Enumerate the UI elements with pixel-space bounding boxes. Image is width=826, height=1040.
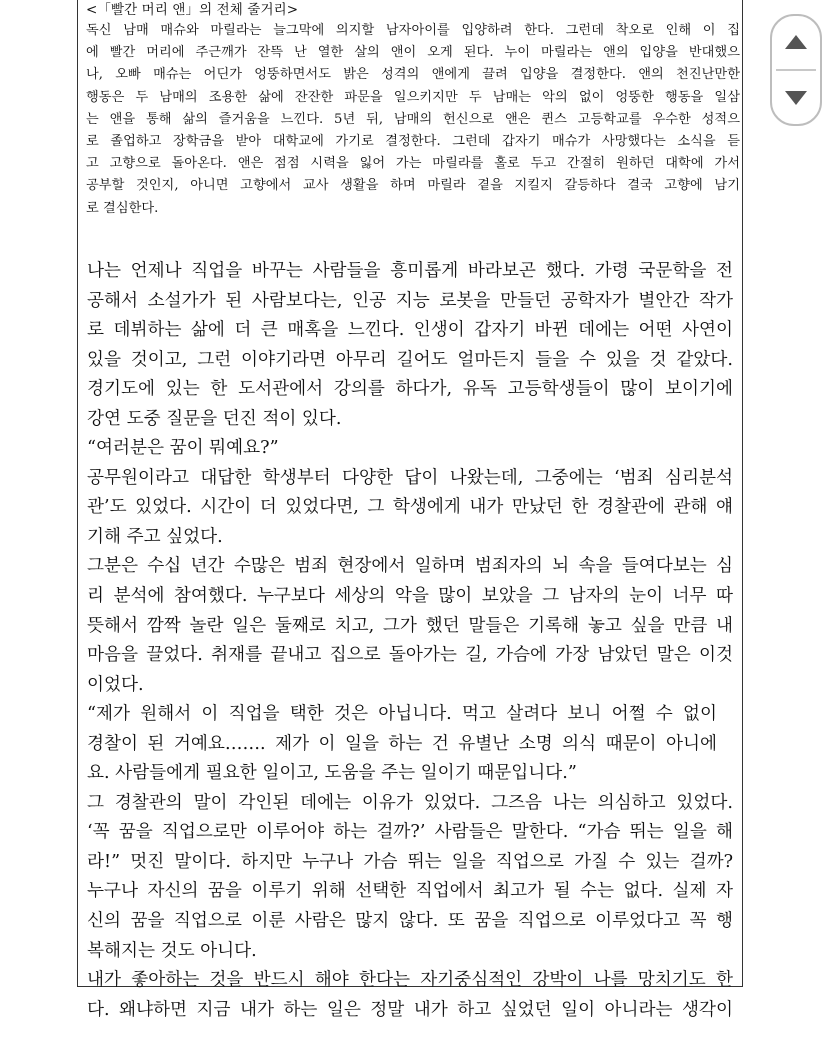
essay-line: 그분은 수십 년간 수많은 범죄 현장에서 일하며 범죄자의 뇌 속을 들여다보는 심 [87, 556, 733, 577]
summary-line: 에 빨간 머리에 주근깨가 잔뜩 난 열한 살의 앤이 오게 된다. 누이 마릴라는 앤의 입양을 반대했으 [86, 45, 740, 61]
summary-line: 로 결심한다. [86, 200, 159, 216]
essay-line: 요. 사람들에게 필요한 일이고, 도움을 주는 일이기 때문입니다.” [87, 763, 577, 784]
essay-line: ‘꼭 꿈을 직업으로만 이루어야 하는 걸까?’ 사람들은 말한다. “가슴 뛰는 일을 해 [87, 822, 733, 843]
scroll-divider [776, 69, 816, 71]
essay-line: 이었다. [87, 674, 144, 695]
summary-line: 나, 오빠 매슈는 어딘가 엉뚱하면서도 밝은 성격의 앤에게 끌려 입양을 결정한다. 앤의 천진난만한 [86, 67, 740, 83]
summary-line: 로 졸업하고 장학금을 받아 대학교에 가기로 결정한다. 그런데 갑자기 매슈가 사망했다는 소식을 듣 [86, 133, 740, 149]
essay-line: “제가 원해서 이 직업을 택한 것은 아닙니다. 먹고 살려다 보니 어쩔 수 없이 [87, 704, 717, 725]
essay-line: 경기도에 있는 한 도서관에서 강의를 하다가, 유독 고등학생들이 많이 보이기에 [87, 379, 733, 400]
essay-line: 관’도 있었다. 시간이 더 있었다면, 그 학생에게 내가 만났던 한 경찰관에 관해 얘 [87, 497, 733, 518]
triangle-up-icon [784, 34, 808, 50]
essay-line: 기해 주고 싶었다. [87, 526, 223, 547]
summary-line: 고 고향으로 돌아온다. 앤은 점점 시력을 잃어 가는 마릴라를 홀로 두고 간절히 원하던 대학에 가서 [86, 156, 740, 172]
essay-line: 라!” 멋진 말이다. 하지만 누구나 가슴 뛰는 일을 직업으로 가질 수 있는 걸까? [87, 851, 733, 872]
essay-line: 리 분석에 참여했다. 누구보다 세상의 악을 많이 보았을 그 남자의 눈이 너무 따 [87, 586, 733, 607]
essay-line: 복해지는 것도 아니다. [87, 940, 257, 961]
summary-line: 는 앤을 통해 삶의 즐거움을 느낀다. 5년 뒤, 남매의 헌신으로 앤은 퀸스 고등학교를 우수한 성적으 [86, 111, 740, 127]
scroll-down-button[interactable] [772, 74, 820, 124]
scroll-control [770, 14, 822, 126]
essay-line: 로 데뷔하는 삶에 더 큰 매혹을 느낀다. 인생이 갑자기 바뀐 데에는 어떤 사연이 [87, 320, 733, 341]
triangle-down-icon [784, 90, 808, 106]
essay-line: 뜻해서 깜짝 놀란 일은 둘째로 치고, 그가 했던 말들은 기록해 놓고 싶을 만큼 내 [87, 615, 733, 636]
essay-line: 누구나 자신의 꿈을 이루기 위해 선택한 직업에서 최고가 될 수는 없다. 실제 자 [87, 881, 733, 902]
reading-passage [77, 0, 743, 1020]
essay-line: 내가 좋아하는 것을 반드시 해야 한다는 자기중심적인 강박이 나를 망치기도 한 [87, 970, 733, 991]
essay-line: 다. 왜냐하면 지금 내가 하는 일은 정말 내가 하고 싶었던 일이 아니라는 생각이 [87, 999, 733, 1020]
summary-title: <「빨간 머리 앤」의 전체 줄거리> [86, 2, 299, 18]
essay-line: 강연 도중 질문을 던진 적이 있다. [87, 408, 342, 429]
essay-line: 경찰이 된 거예요……. 제가 이 일을 하는 건 유별난 소명 의식 때문이 아니에 [87, 733, 717, 754]
essay-line: 나는 언제나 직업을 바꾸는 사람들을 흥미롭게 바라보곤 했다. 가령 국문학을 전 [87, 261, 733, 281]
summary-line: 공부할 것인지, 아니면 고향에서 교사 생활을 하며 마릴라 곁을 지킬지 갈등하다 결국 고향에 남기 [86, 178, 740, 194]
summary-line: 독신 남매 매슈와 마릴라는 늘그막에 의지할 남자아이를 입양하려 한다. 그런데 착오로 인해 이 집 [86, 23, 740, 38]
essay-line: 그 경찰관의 말이 각인된 데에는 이유가 있었다. 그즈음 나는 의심하고 있었다. [87, 792, 733, 813]
essay-line: 마음을 끌었다. 취재를 끝내고 집으로 돌아가는 길, 가슴에 가장 남았던 말은 이것 [87, 645, 733, 666]
essay-line: 공무원이라고 대답한 학생부터 다양한 답이 나왔는데, 그중에는 ‘범죄 심리분석 [87, 467, 733, 488]
essay-line: 신의 꿈을 직업으로 이룬 사람은 많지 않다. 또 꿈을 직업으로 이루었다고 꼭 행 [87, 911, 733, 932]
summary-box [86, 0, 740, 220]
essay-line: “여러분은 꿈이 뭐예요?” [87, 438, 279, 459]
essay-line: 공해서 소설가가 된 사람보다는, 인공 지능 로봇을 만들던 공학자가 별안간 작가 [87, 290, 733, 311]
essay-line: 있을 것이고, 그런 이야기라면 아무리 길어도 얼마든지 들을 수 있을 것 같았다. [87, 349, 733, 370]
summary-line: 행동은 두 남매의 조용한 삶에 잔잔한 파문을 일으키지만 두 남매는 악의 없이 엉뚱한 행동을 일삼 [86, 89, 740, 105]
scroll-up-button[interactable] [772, 18, 820, 68]
essay-body [87, 257, 733, 1025]
